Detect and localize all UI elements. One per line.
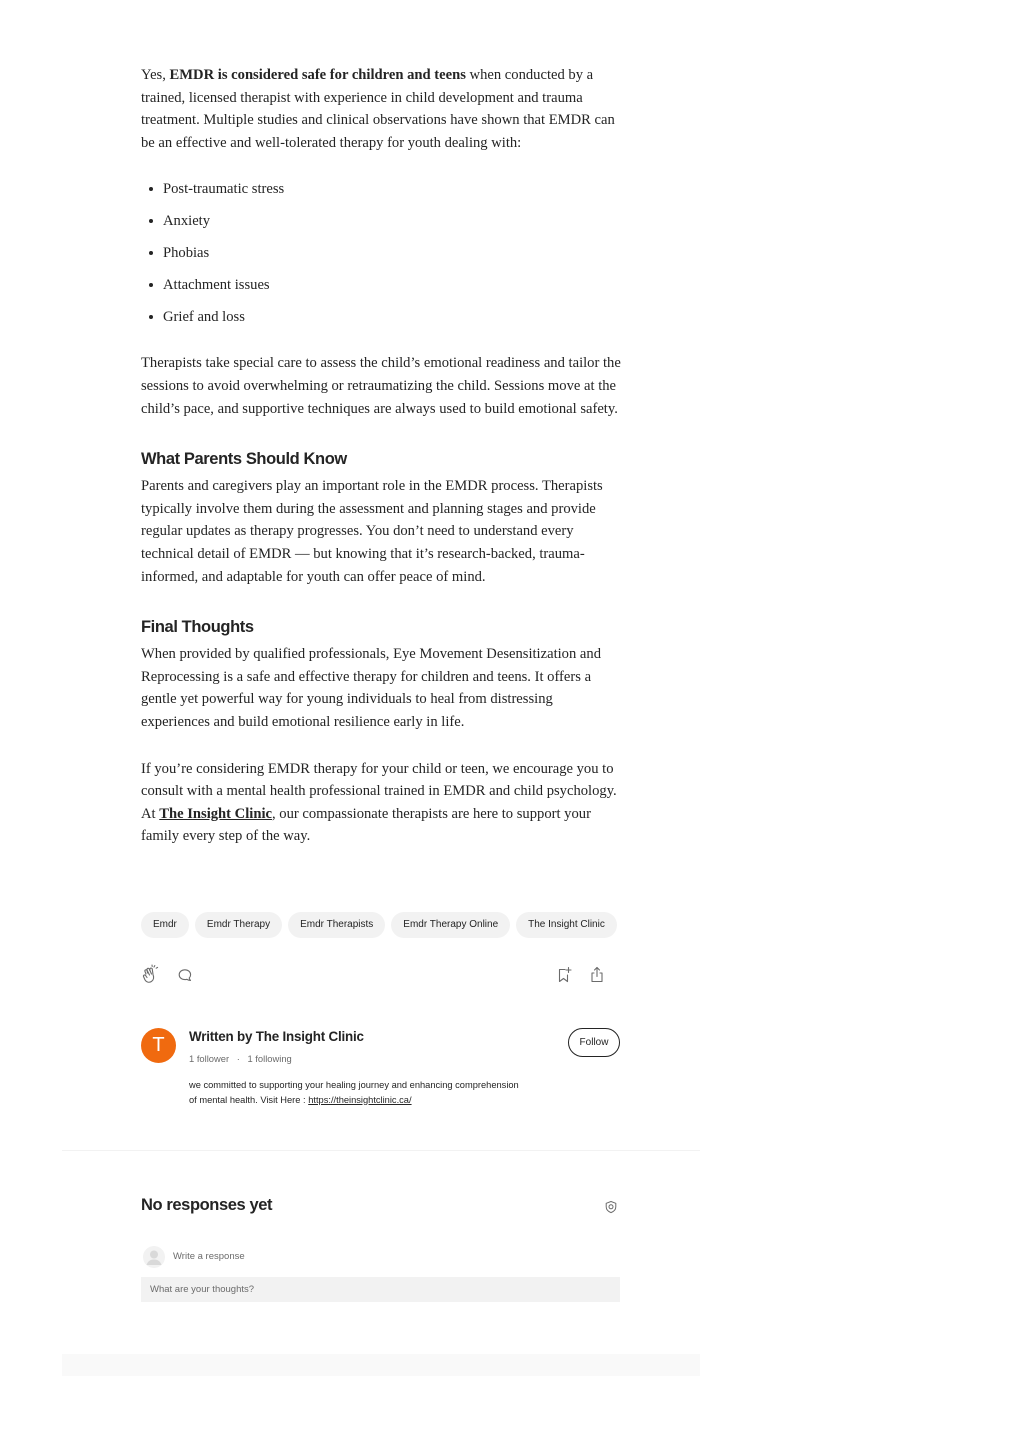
tag-emdr-therapy-online[interactable]: Emdr Therapy Online <box>391 912 510 938</box>
bookmark-add-icon[interactable] <box>554 964 574 986</box>
write-response-label[interactable]: Write a response <box>173 1251 245 1262</box>
consider-paragraph: If you’re considering EMDR therapy for your child or teen, we encourage you to consult with a mental health professional trained in EMDR and child psychology. At The Insight Clinic, our compassionate therapists are here to support your family every step of the way. <box>141 760 617 845</box>
action-bar <box>141 964 621 988</box>
section-heading-final: Final Thoughts <box>141 618 254 637</box>
tag-emdr-therapists[interactable]: Emdr Therapists <box>288 912 385 938</box>
tag-list <box>141 912 617 938</box>
section-heading-parents: What Parents Should Know <box>141 450 347 469</box>
list-item: Post-traumatic stress <box>141 178 621 210</box>
article-body <box>141 64 621 848</box>
more-from-band <box>62 1354 700 1376</box>
conditions-list <box>141 178 621 338</box>
user-avatar-icon <box>143 1246 165 1268</box>
list-item: Attachment issues <box>141 274 621 306</box>
follower-count[interactable]: 1 follower <box>189 1053 230 1064</box>
section-divider <box>62 1150 700 1151</box>
follow-button[interactable]: Follow <box>568 1028 620 1057</box>
stats-separator: · <box>236 1053 240 1064</box>
comment-icon[interactable] <box>175 964 195 986</box>
tag-the-insight-clinic[interactable]: The Insight Clinic <box>516 912 617 938</box>
author-bio: we committed to supporting your healing journey and enhancing comprehension of mental health. Visit Here : https://theinsightclinic.ca/ <box>189 1080 519 1105</box>
written-by-heading[interactable]: Written by The Insight Clinic <box>189 1029 364 1044</box>
tag-emdr-therapy[interactable]: Emdr Therapy <box>195 912 282 938</box>
response-input[interactable] <box>141 1277 620 1302</box>
share-icon[interactable] <box>587 964 607 986</box>
shield-icon[interactable] <box>604 1200 618 1214</box>
following-count[interactable]: 1 following <box>247 1053 292 1064</box>
list-item: Phobias <box>141 242 621 274</box>
write-response-row <box>141 1245 621 1271</box>
author-card <box>141 1027 621 1117</box>
list-item: Anxiety <box>141 210 621 242</box>
insight-clinic-link[interactable]: The Insight Clinic <box>159 805 272 822</box>
author-stats <box>189 1053 292 1064</box>
clap-icon[interactable] <box>141 964 161 986</box>
tag-emdr[interactable]: Emdr <box>141 912 189 938</box>
list-item: Grief and loss <box>141 306 621 338</box>
final-paragraph: When provided by qualified professionals, Eye Movement Desensitization and Reprocessing is a safe and effective therapy for children and teens. It offers a gentle yet powerful way for young individuals to heal from distressing experiences and build emotional resilience early in life. <box>141 646 601 730</box>
author-avatar[interactable]: T <box>141 1028 176 1063</box>
parents-paragraph: Parents and caregivers play an important role in the EMDR process. Therapists typically involve them during the assessment and planning stages and provide regular updates as therapy progresses. You don’t need to understand every technical detail of EMDR — but knowing that it’s research-backed, trauma-informed, and adaptable for youth can offer peace of mind. <box>141 478 603 585</box>
intro-paragraph: Yes, EMDR is considered safe for children and teens when conducted by a trained, licensed therapist with experience in child development and trauma treatment. Multiple studies and clinical observations have shown that EMDR can be an effective and well-tolerated therapy for youth dealing with: <box>141 67 615 151</box>
author-website-link[interactable]: https://theinsightclinic.ca/ <box>308 1094 412 1105</box>
therapists-paragraph: Therapists take special care to assess the child’s emotional readiness and tailor the sessions to avoid overwhelming or retraumatizing the child. Sessions move at the child’s pace, and supportive techniques are always used to build emotional safety. <box>141 355 621 417</box>
responses-heading: No responses yet <box>141 1196 273 1214</box>
